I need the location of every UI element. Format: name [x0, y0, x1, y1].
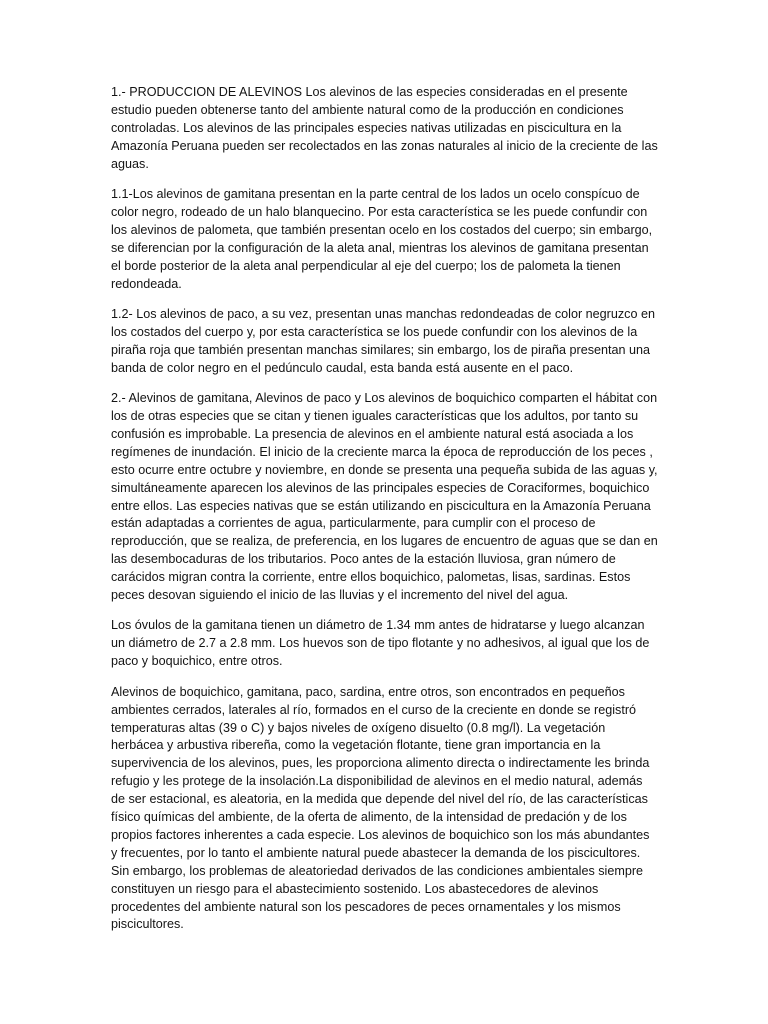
paragraph-ovules: Los óvulos de la gamitana tienen un diámetro de 1.34 mm antes de hidratarse y luego alcanzan un diámetro de 2.7 a 2.8 mm. Los huevos son de tipo flotante y no adhesivos, al igual que los de paco y boquichico, entre otros.: [111, 618, 650, 669]
paragraph-habitat-reproduction: 2.- Alevinos de gamitana, Alevinos de paco y Los alevinos de boquichico comparten el hábitat con los de otras especies que se citan y tienen iguales características que los adultos, por tanto su confusión es improbable. La presencia de alevinos en el ambiente natural está asociada a los regímenes de inundación. El inicio de la creciente marca la época de reproducción de los peces , esto ocurre entre octubre y noviembre, en donde se presenta una pequeña subida de las aguas y, simultáneamente aparecen los alevinos de las principales especies de Coraciformes, boquichico entre ellos. Las especies nativas que se están utilizando en piscicultura en la Amazonía Peruana están adaptadas a corrientes de agua, particularmente, para cumplir con el proceso de reproducción, que se realiza, de preferencia, en los lugares de encuentro de aguas que se dan en las desembocaduras de los tributarios. Poco antes de la estación lluviosa, gran número de carácidos migran contra la corriente, entre ellos boquichico, palometas, lisas, sardinas. Estos peces desovan siguiendo el inicio de las lluvias y el incremento del nivel del agua.: [111, 391, 658, 603]
paragraph-paco-alevinos: 1.2- Los alevinos de paco, a su vez, presentan unas manchas redondeadas de color negruzco en los costados del cuerpo y, por esta característica se los puede confundir con los alevinos de la piraña roja que también presentan manchas similares; sin embargo, los de piraña presentan una banda de color negro en el pedúnculo caudal, esta banda está ausente en el paco.: [111, 306, 655, 375]
document-body: [111, 84, 659, 947]
paragraph-gamitana-alevinos: 1.1-Los alevinos de gamitana presentan en la parte central de los lados un ocelo conspícuo de color negro, rodeado de un halo blanquecino. Por esta característica se les puede confundir con los alevinos de palometa, que también presentan ocelo en los costados del cuerpo; sin embargo, se diferencian por la configuración de la aleta anal, mientras los alevinos de gamitana presentan el borde posterior de la aleta anal perpendicular al eje del cuerpo; los de palometa la tienen redondeada.: [111, 187, 653, 291]
paragraph-availability: Alevinos de boquichico, gamitana, paco, sardina, entre otros, son encontrados en pequeños ambientes cerrados, laterales al río, formados en el curso de la creciente en donde se registró temperaturas altas (39 o C) y bajos niveles de oxígeno disuelto (0.8 mg/l). La vegetación herbácea y arbustiva ribereña, como la vegetación flotante, tiene gran importancia en la supervivencia de los alevinos, pues, les proporciona alimento directa o indirectamente les brinda refugio y les protege de la insolación.La disponibilidad de alevinos en el medio natural, además de ser estacional, es aleatoria, en la medida que depende del nivel del río, de las características físico químicas del ambiente, de la oferta de alimento, de la intensidad de predación y de los propios factores inherentes a cada especie. Los alevinos de boquichico son los más abundantes y frecuentes, por lo tanto el ambiente natural puede abastecer la demanda de los piscicultores. Sin embargo, los problemas de aleatoriedad derivados de las condiciones ambientales siempre constituyen un riesgo para el abastecimiento sostenido. Los abastecedores de alevinos procedentes del ambiente natural son los pescadores de peces ornamentales y los mismos piscicultores.: [111, 684, 650, 932]
paragraph-alevinos-production: 1.- PRODUCCION DE ALEVINOS Los alevinos de las especies consideradas en el presente estudio pueden obtenerse tanto del ambiente natural como de la producción en condiciones controladas. Los alevinos de las principales especies nativas utilizadas en piscicultura en la Amazonía Peruana pueden ser recolectados en las zonas naturales al inicio de la creciente de las aguas.: [111, 85, 658, 171]
